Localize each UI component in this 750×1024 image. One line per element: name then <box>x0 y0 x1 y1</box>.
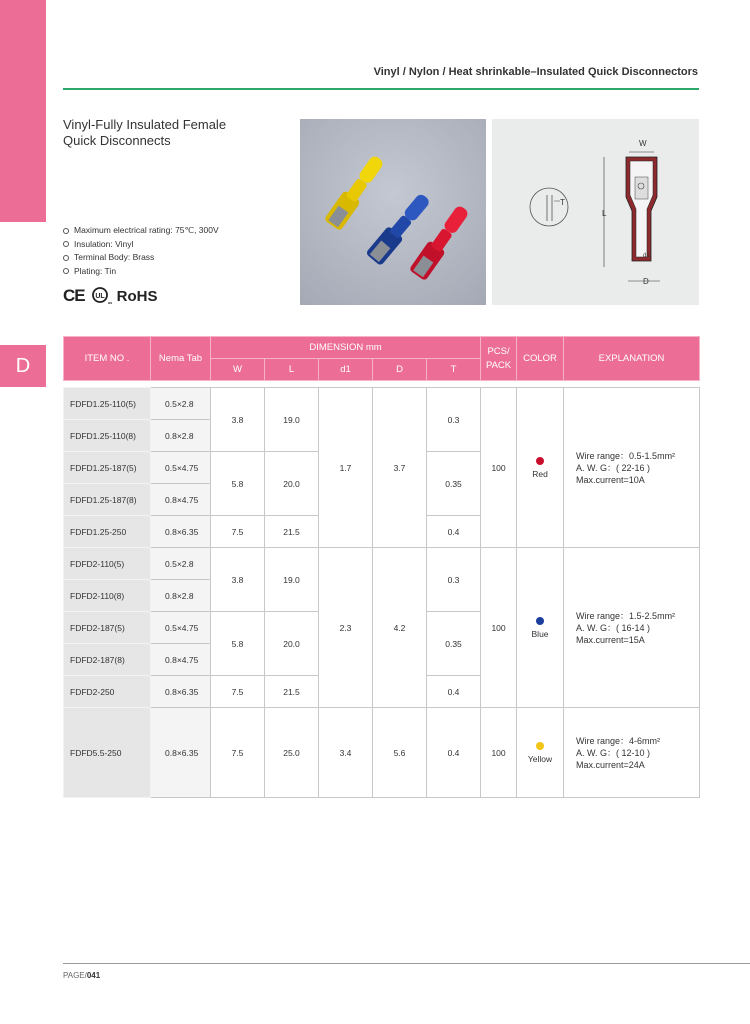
explanation-line: Wire range：4-6mm² <box>576 735 661 746</box>
col-w: W <box>211 359 265 381</box>
d-value: 3.7 <box>373 388 427 548</box>
svg-text:us: us <box>107 301 112 305</box>
spec-text: Insulation: Vinyl <box>74 238 134 249</box>
col-nema-tab: Nema Tab <box>151 337 211 381</box>
t-value: 0.4 <box>427 676 481 708</box>
color-name: Blue <box>531 628 549 639</box>
item-no: FDFD2-187(5) <box>64 612 151 644</box>
color-cell <box>517 548 564 708</box>
pcs-value: 100 <box>481 708 517 798</box>
explanation-line: Max.current=15A <box>576 634 645 645</box>
page-number: 041 <box>86 971 101 980</box>
d-value: 5.6 <box>373 708 427 798</box>
col-color: COLOR <box>517 337 564 381</box>
explanation-cell <box>564 548 700 708</box>
w-value: 5.8 <box>211 452 265 516</box>
color-name: Red <box>532 468 548 479</box>
color-cell <box>517 708 564 798</box>
explanation-cell <box>564 388 700 548</box>
d1-value: 2.3 <box>319 548 373 708</box>
side-color-bar <box>0 0 46 222</box>
nema-tab: 0.5×2.8 <box>151 548 211 580</box>
col-pcs-pack: PCS/ PACK <box>481 337 517 381</box>
item-no: FDFD1.25-110(8) <box>64 420 151 452</box>
technical-drawing <box>492 119 699 305</box>
item-no: FDFD1.25-187(8) <box>64 484 151 516</box>
col-t: T <box>427 359 481 381</box>
col-d: D <box>373 359 427 381</box>
item-no: FDFD2-250 <box>64 676 151 708</box>
col-item-no: ITEM NO . <box>64 337 151 381</box>
nema-tab: 0.5×2.8 <box>151 388 211 420</box>
product-title-line1: Vinyl-Fully Insulated Female <box>63 117 227 132</box>
col-explanation: EXPLANATION <box>564 337 700 381</box>
nema-tab: 0.8×6.35 <box>151 676 211 708</box>
pcs-value: 100 <box>481 388 517 548</box>
ul-mark-text: UL <box>94 293 105 300</box>
spec-item <box>63 238 219 252</box>
nema-tab: 0.5×4.75 <box>151 612 211 644</box>
drawing-label-w: W <box>639 139 647 148</box>
spec-list <box>63 224 219 278</box>
explanation-line: A. W. G：( 12-10 ) <box>576 747 651 758</box>
explanation-line: Wire range：1.5-2.5mm² <box>576 610 676 621</box>
l-value: 21.5 <box>265 676 319 708</box>
t-value: 0.35 <box>427 452 481 516</box>
color-cell <box>517 388 564 548</box>
section-letter: D <box>15 354 31 377</box>
nema-tab: 0.8×2.8 <box>151 420 211 452</box>
l-value: 21.5 <box>265 516 319 548</box>
header-divider <box>63 88 699 90</box>
bullet-icon <box>63 255 69 261</box>
explanation-line: Wire range：0.5-1.5mm² <box>576 450 676 461</box>
spec-item <box>63 224 219 238</box>
color-dot-icon <box>536 617 544 625</box>
bullet-icon <box>63 241 69 247</box>
page-footer <box>63 971 100 980</box>
bullet-icon <box>63 268 69 274</box>
product-photo <box>300 119 486 305</box>
pcs-value: 100 <box>481 548 517 708</box>
nema-tab: 0.5×4.75 <box>151 452 211 484</box>
item-no: FDFD2-187(8) <box>64 644 151 676</box>
w-value: 7.5 <box>211 676 265 708</box>
explanation-cell <box>564 708 700 798</box>
t-value: 0.3 <box>427 388 481 452</box>
col-d1: d1 <box>319 359 373 381</box>
w-value: 3.8 <box>211 388 265 452</box>
table-row <box>64 708 700 798</box>
rohs-mark: RoHS <box>116 287 158 305</box>
col-dimension: DIMENSION mm <box>211 337 481 359</box>
nema-tab: 0.8×4.75 <box>151 484 211 516</box>
w-value: 7.5 <box>211 708 265 798</box>
drawing-label-t: T <box>560 198 565 207</box>
page-header-title: Vinyl / Nylon / Heat shrinkable–Insulated Quick Disconnectors <box>373 66 698 78</box>
color-dot-icon <box>536 742 544 750</box>
bullet-icon <box>63 228 69 234</box>
product-title-line2: Quick Disconnects <box>63 133 171 148</box>
d-value: 4.2 <box>373 548 427 708</box>
l-value: 20.0 <box>265 612 319 676</box>
t-value: 0.35 <box>427 612 481 676</box>
page-label: PAGE/ <box>63 971 87 980</box>
spec-text: Maximum electrical rating: 75℃, 300V <box>74 225 219 235</box>
product-title <box>63 117 226 149</box>
drawing-label-l: L <box>602 209 607 218</box>
item-no: FDFD2-110(8) <box>64 580 151 612</box>
item-no: FDFD1.25-110(5) <box>64 388 151 420</box>
l-value: 19.0 <box>265 548 319 612</box>
w-value: 3.8 <box>211 548 265 612</box>
l-value: 25.0 <box>265 708 319 798</box>
item-no: FDFD2-110(5) <box>64 548 151 580</box>
section-tab <box>0 345 46 387</box>
l-value: 19.0 <box>265 388 319 452</box>
w-value: 5.8 <box>211 612 265 676</box>
t-value: 0.3 <box>427 548 481 612</box>
color-dot-icon <box>536 457 544 465</box>
nema-tab: 0.8×6.35 <box>151 516 211 548</box>
table-row <box>64 388 700 420</box>
drawing-label-d1: d1 <box>643 253 650 259</box>
spec-item <box>63 251 219 265</box>
w-value: 7.5 <box>211 516 265 548</box>
ul-mark-icon <box>91 287 111 305</box>
nema-tab: 0.8×6.35 <box>151 708 211 798</box>
d1-value: 1.7 <box>319 388 373 548</box>
l-value: 20.0 <box>265 452 319 516</box>
item-no: FDFD1.25-250 <box>64 516 151 548</box>
t-value: 0.4 <box>427 708 481 798</box>
nema-tab: 0.8×4.75 <box>151 644 211 676</box>
ce-mark-icon: CE <box>63 286 85 305</box>
spec-item <box>63 265 219 279</box>
explanation-line: A. W. G：( 16-14 ) <box>576 622 651 633</box>
certification-logos <box>63 286 157 306</box>
table-row <box>64 548 700 580</box>
t-value: 0.4 <box>427 516 481 548</box>
spec-table <box>63 336 700 798</box>
item-no: FDFD5.5-250 <box>64 708 151 798</box>
d1-value: 3.4 <box>319 708 373 798</box>
spec-text: Terminal Body: Brass <box>74 252 155 262</box>
footer-divider <box>63 963 750 964</box>
explanation-line: A. W. G：( 22-16 ) <box>576 462 651 473</box>
drawing-label-d: D <box>643 277 649 286</box>
spec-text: Plating: Tin <box>74 265 117 276</box>
nema-tab: 0.8×2.8 <box>151 580 211 612</box>
explanation-line: Max.current=10A <box>576 474 645 485</box>
item-no: FDFD1.25-187(5) <box>64 452 151 484</box>
explanation-line: Max.current=24A <box>576 759 645 770</box>
color-name: Yellow <box>527 753 553 764</box>
col-l: L <box>265 359 319 381</box>
